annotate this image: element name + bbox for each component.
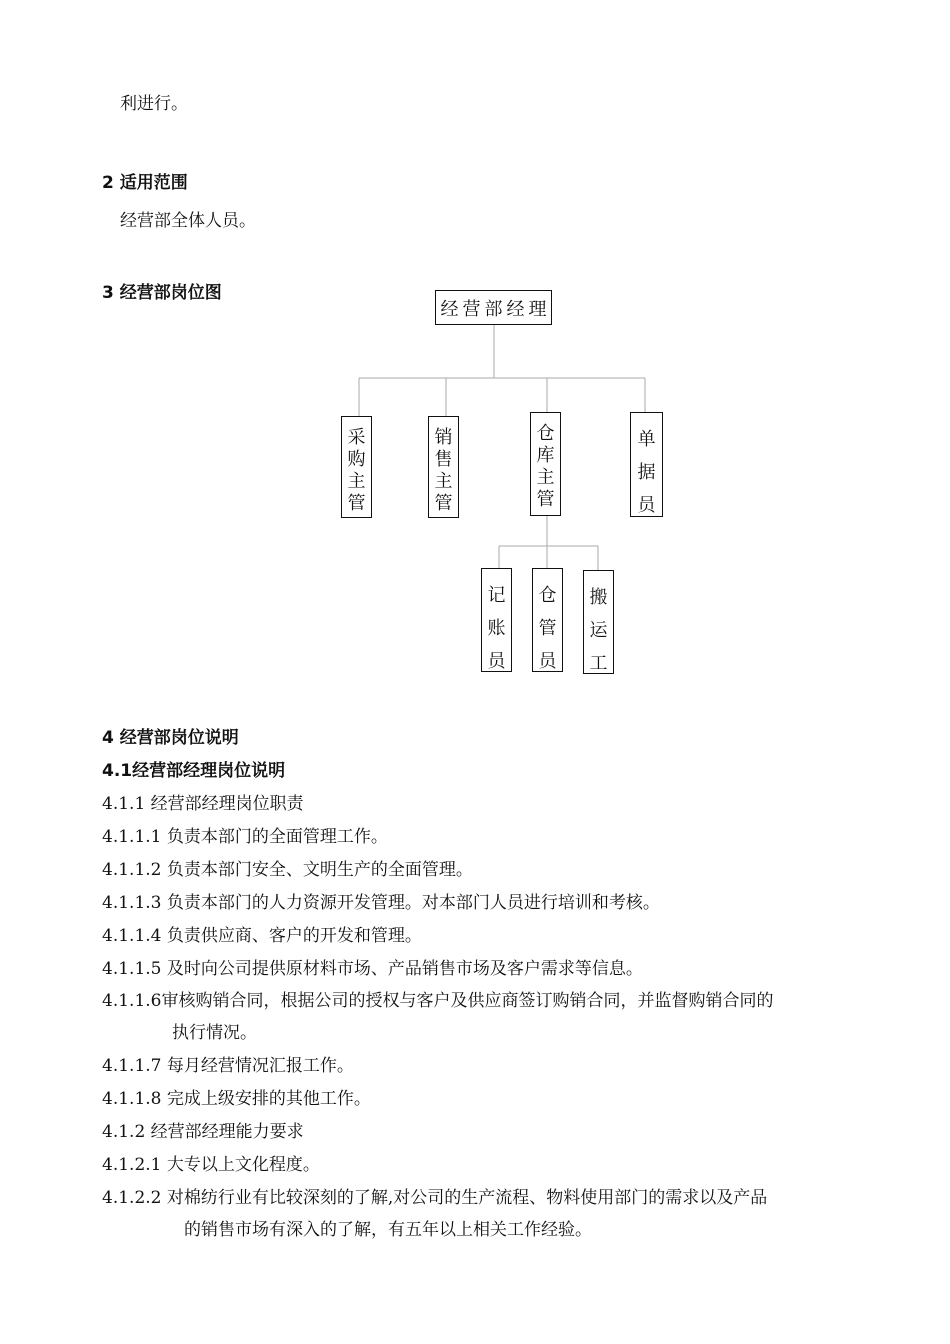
org-node-char: 售 [434, 449, 453, 470]
org-node-documents-clerk [630, 412, 663, 517]
clause-4-1-2-1: 4.1.2.1 大专以上文化程度。 [102, 1155, 320, 1175]
clause-4-1-1-1: 4.1.1.1 负责本部门的全面管理工作。 [102, 827, 388, 847]
org-node-char: 管 [536, 489, 555, 510]
org-node-char: 管 [434, 493, 453, 514]
org-node-char: 主 [347, 471, 366, 492]
section-3-heading: 3 经营部岗位图 [102, 283, 222, 303]
org-node-char: 搬 [589, 587, 608, 608]
clause-4-1-1-6-continued: 执行情况。 [172, 1023, 257, 1043]
org-node-char: 工 [589, 653, 608, 674]
org-node-char: 库 [536, 445, 555, 466]
org-node-char: 记 [487, 585, 506, 606]
clause-4-1-1-8: 4.1.1.8 完成上级安排的其他工作。 [102, 1089, 371, 1109]
org-node-char: 账 [487, 618, 506, 639]
org-node-procurement-supervisor [341, 416, 372, 518]
org-node-char: 主 [536, 467, 555, 488]
clause-4-1-1-2: 4.1.1.2 负责本部门安全、文明生产的全面管理。 [102, 860, 473, 880]
clause-4-1-1-3: 4.1.1.3 负责本部门的人力资源开发管理。对本部门人员进行培训和考核。 [102, 893, 660, 913]
org-node-char: 管 [538, 618, 557, 639]
org-node-root: 经营部经理 [435, 290, 552, 325]
org-node-char: 员 [637, 495, 656, 516]
section-4-heading: 4 经营部岗位说明 [102, 728, 239, 748]
org-node-warehouse-supervisor [530, 412, 561, 516]
clause-4-1-2: 4.1.2 经营部经理能力要求 [102, 1122, 304, 1142]
section-2-heading: 2 适用范围 [102, 173, 188, 193]
org-node-sales-supervisor [428, 416, 459, 518]
clause-4-1-1-4: 4.1.1.4 负责供应商、客户的开发和管理。 [102, 926, 422, 946]
intro-tail-text: 利进行。 [120, 94, 188, 114]
org-node-char: 主 [434, 471, 453, 492]
org-node-char: 单 [637, 429, 656, 450]
org-node-storekeeper [532, 568, 563, 672]
org-node-porter [583, 570, 614, 674]
org-node-char: 据 [637, 462, 656, 483]
clause-4-1-2-2-continued: 的销售市场有深入的了解，有五年以上相关工作经验。 [184, 1220, 592, 1240]
section-2-text: 经营部全体人员。 [120, 211, 256, 231]
org-node-char: 员 [487, 651, 506, 672]
clause-4-1-1-6: 4.1.1.6审核购销合同，根据公司的授权与客户及供应商签订购销合同，并监督购销合同的 [102, 991, 774, 1011]
org-node-char: 员 [538, 651, 557, 672]
org-node-char: 销 [434, 427, 453, 448]
clause-4-1-1-7: 4.1.1.7 每月经营情况汇报工作。 [102, 1056, 354, 1076]
org-node-char: 采 [347, 427, 366, 448]
org-node-char: 仓 [538, 585, 557, 606]
section-4-1-heading: 4.1经营部经理岗位说明 [102, 761, 286, 781]
org-node-char: 仓 [536, 423, 555, 444]
org-node-char: 运 [589, 620, 608, 641]
clause-4-1-2-2: 4.1.2.2 对棉纺行业有比较深刻的了解,对公司的生产流程、物料使用部门的需求以及产品 [102, 1188, 768, 1208]
org-node-char: 购 [347, 449, 366, 470]
org-node-char: 管 [347, 493, 366, 514]
clause-4-1-1: 4.1.1 经营部经理岗位职责 [102, 794, 304, 814]
org-node-bookkeeper [481, 568, 512, 672]
clause-4-1-1-5: 4.1.1.5 及时向公司提供原材料市场、产品销售市场及客户需求等信息。 [102, 959, 643, 979]
